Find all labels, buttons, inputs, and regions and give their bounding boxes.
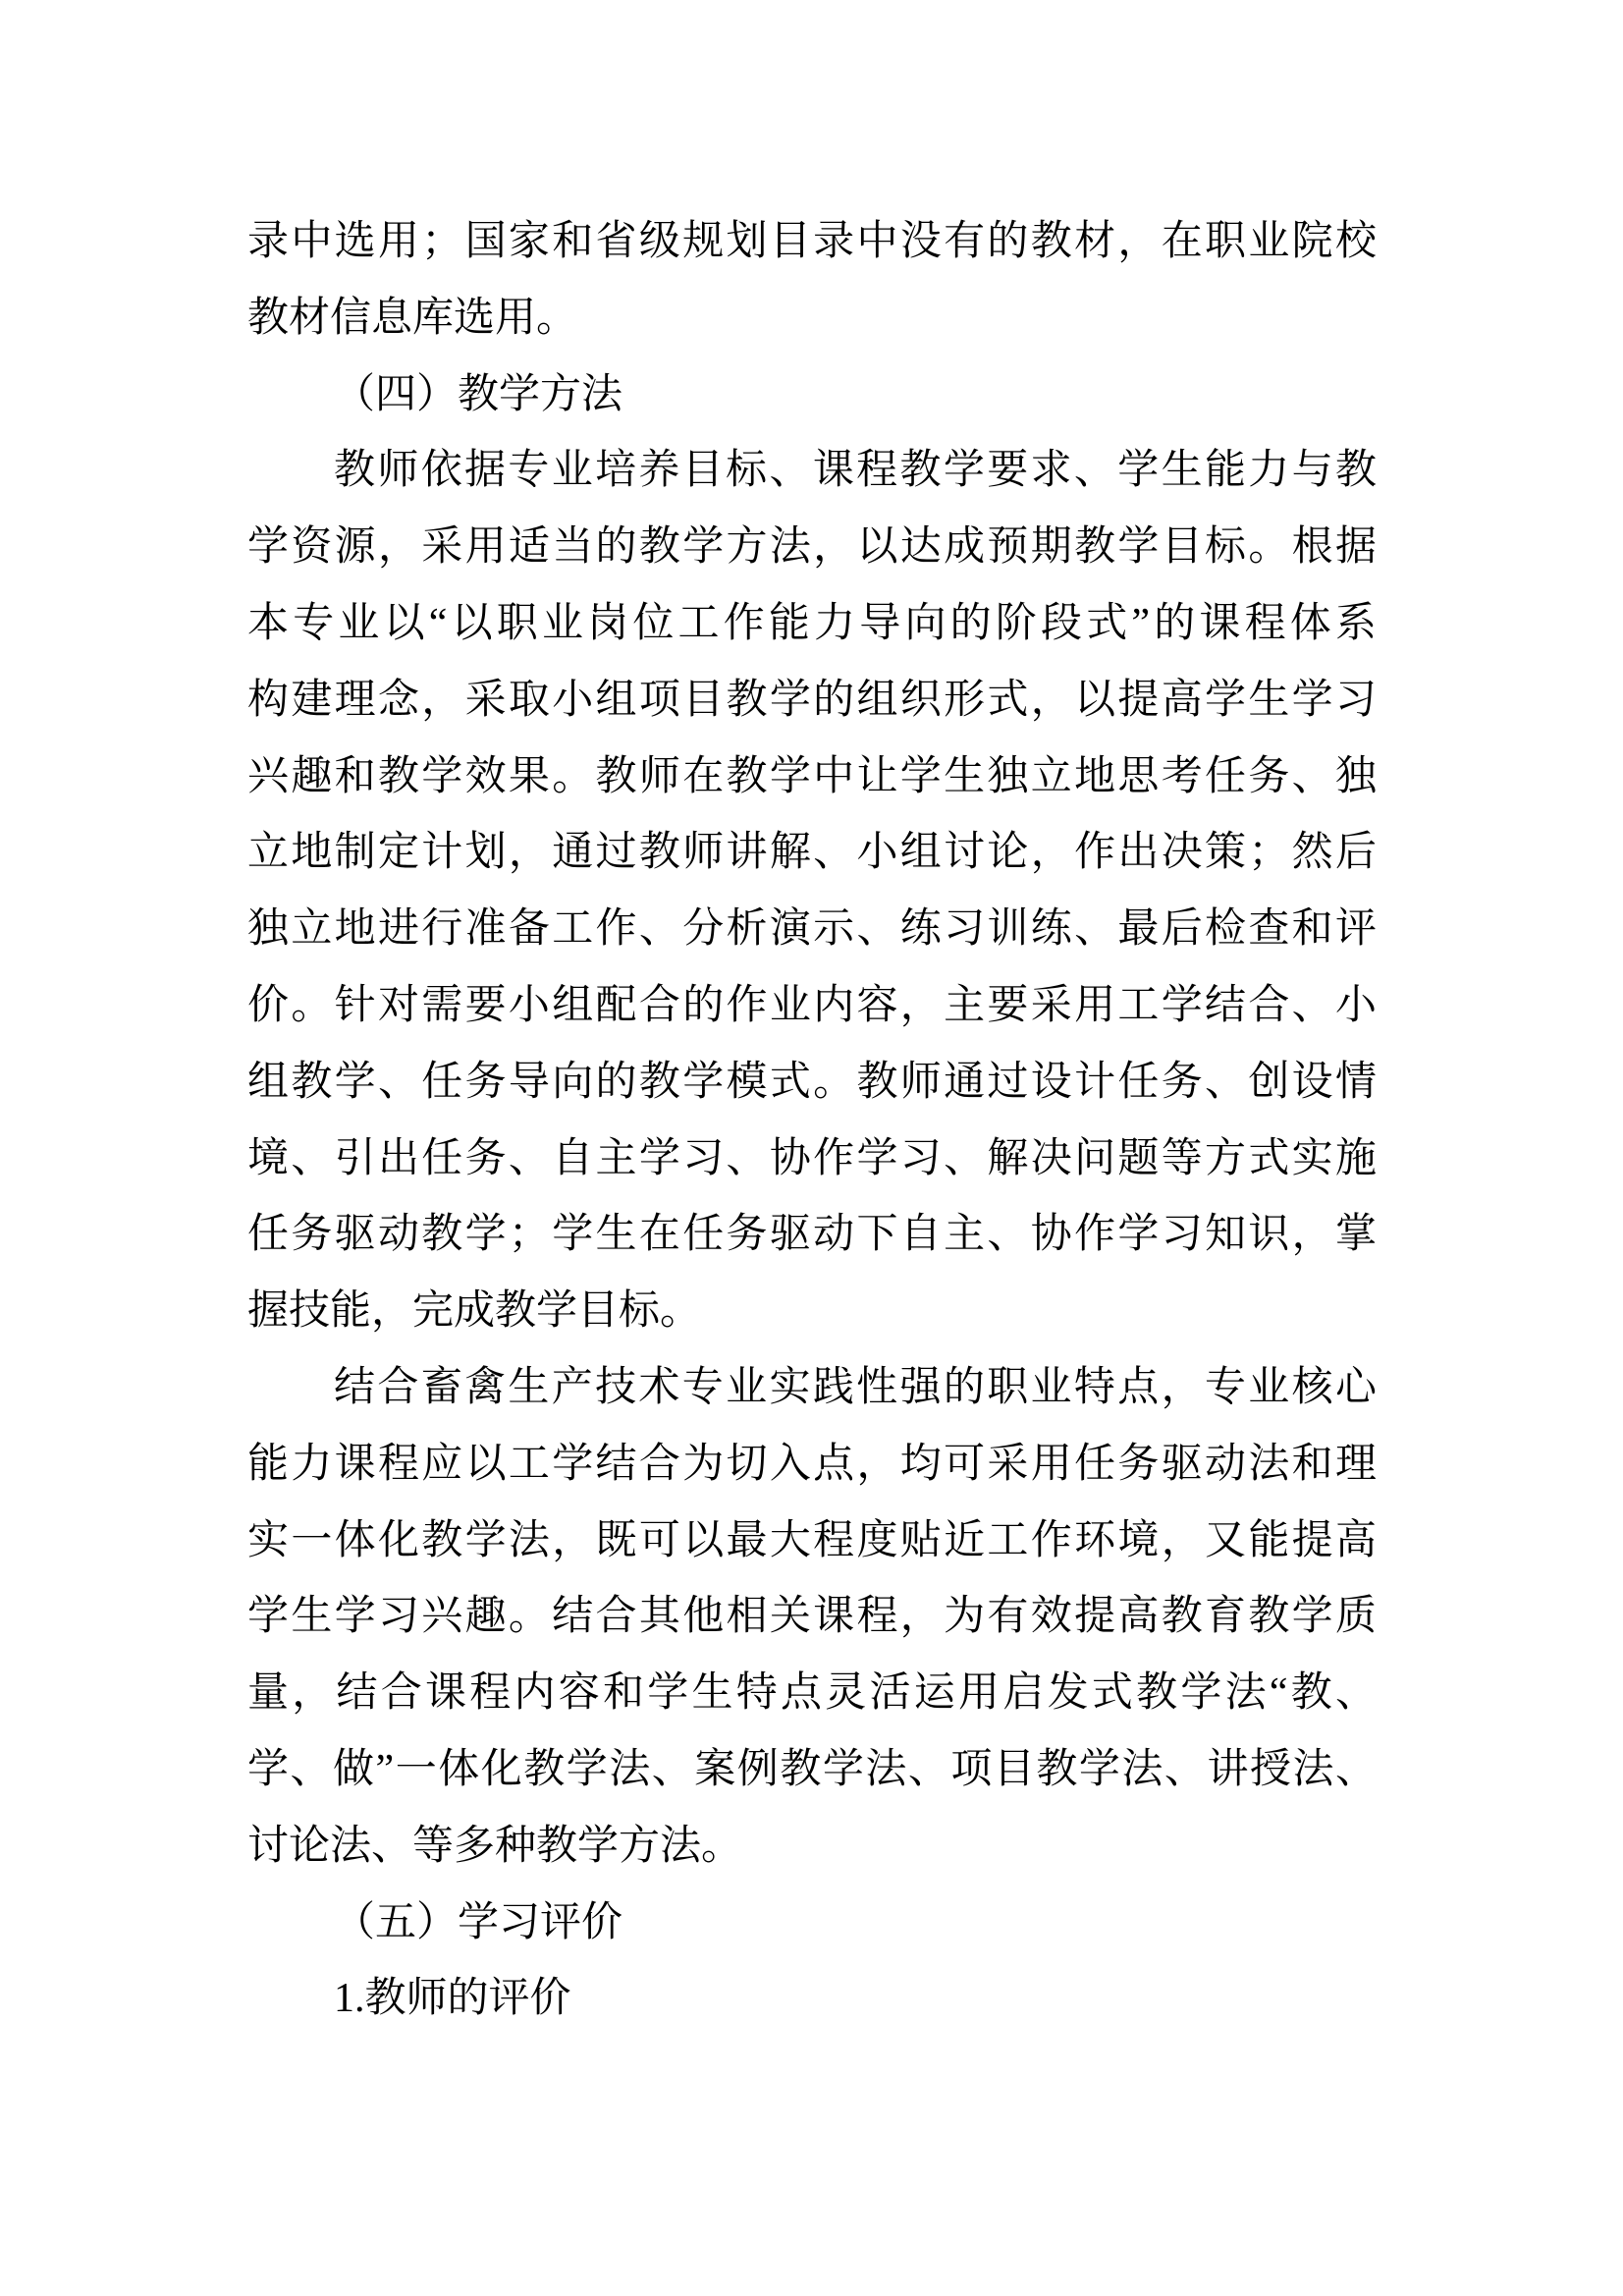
section-heading-four: （四）教学方法 [334,371,623,417]
body-line: 兴趣和教学效果。教师在教学中让学生独立地思考任务、独 [247,753,1377,799]
body-line: 学资源，采用适当的教学方法，以达成预期教学目标。根据 [247,524,1377,571]
section-heading-five: （五）学习评价 [334,1899,623,1945]
body-line: 学生学习兴趣。结合其他相关课程，为有效提高教育教学质 [247,1594,1377,1640]
body-line: 境、引出任务、自主学习、协作学习、解决问题等方式实施 [247,1135,1377,1181]
numbered-item-line: 1.教师的评价 [334,1976,571,2022]
text-block [247,204,1377,2038]
paragraph-end-line: 握技能，完成教学目标。 [247,1288,702,1335]
body-line: 构建理念，采取小组项目教学的组织形式，以提高学生学习 [247,677,1377,723]
body-line: 录中选用；国家和省级规划目录中没有的教材，在职业院校 [247,219,1377,264]
body-line: 立地制定计划，通过教师讲解、小组讨论，作出决策；然后 [247,830,1377,876]
paragraph-first-line: 教师依据专业培养目标、课程教学要求、学生能力与教 [334,448,1377,494]
body-line: 独立地进行准备工作、分析演示、练习训练、最后检查和评 [247,906,1377,953]
body-line: 任务驱动教学；学生在任务驱动下自主、协作学习知识，掌 [247,1212,1377,1258]
body-line: 组教学、任务导向的教学模式。教师通过设计任务、创设情 [247,1059,1377,1105]
paragraph-end-line: 讨论法、等多种教学方法。 [247,1823,743,1869]
body-line: 实一体化教学法，既可以最大程度贴近工作环境，又能提高 [247,1517,1377,1563]
body-line: 学、做”一体化教学法、案例教学法、项目教学法、讲授法、 [247,1746,1377,1792]
body-line: 能力课程应以工学结合为切入点，均可采用任务驱动法和理 [247,1441,1377,1487]
paragraph-first-line: 结合畜禽生产技术专业实践性强的职业特点，专业核心 [334,1364,1377,1410]
body-line: 本专业以“以职业岗位工作能力导向的阶段式”的课程体系 [247,600,1377,646]
body-line: 价。针对需要小组配合的作业内容，主要采用工学结合、小 [247,982,1377,1028]
body-line: 量，结合课程内容和学生特点灵活运用启发式教学法“教、 [247,1670,1377,1717]
paragraph-end-line: 教材信息库选用。 [247,295,578,341]
